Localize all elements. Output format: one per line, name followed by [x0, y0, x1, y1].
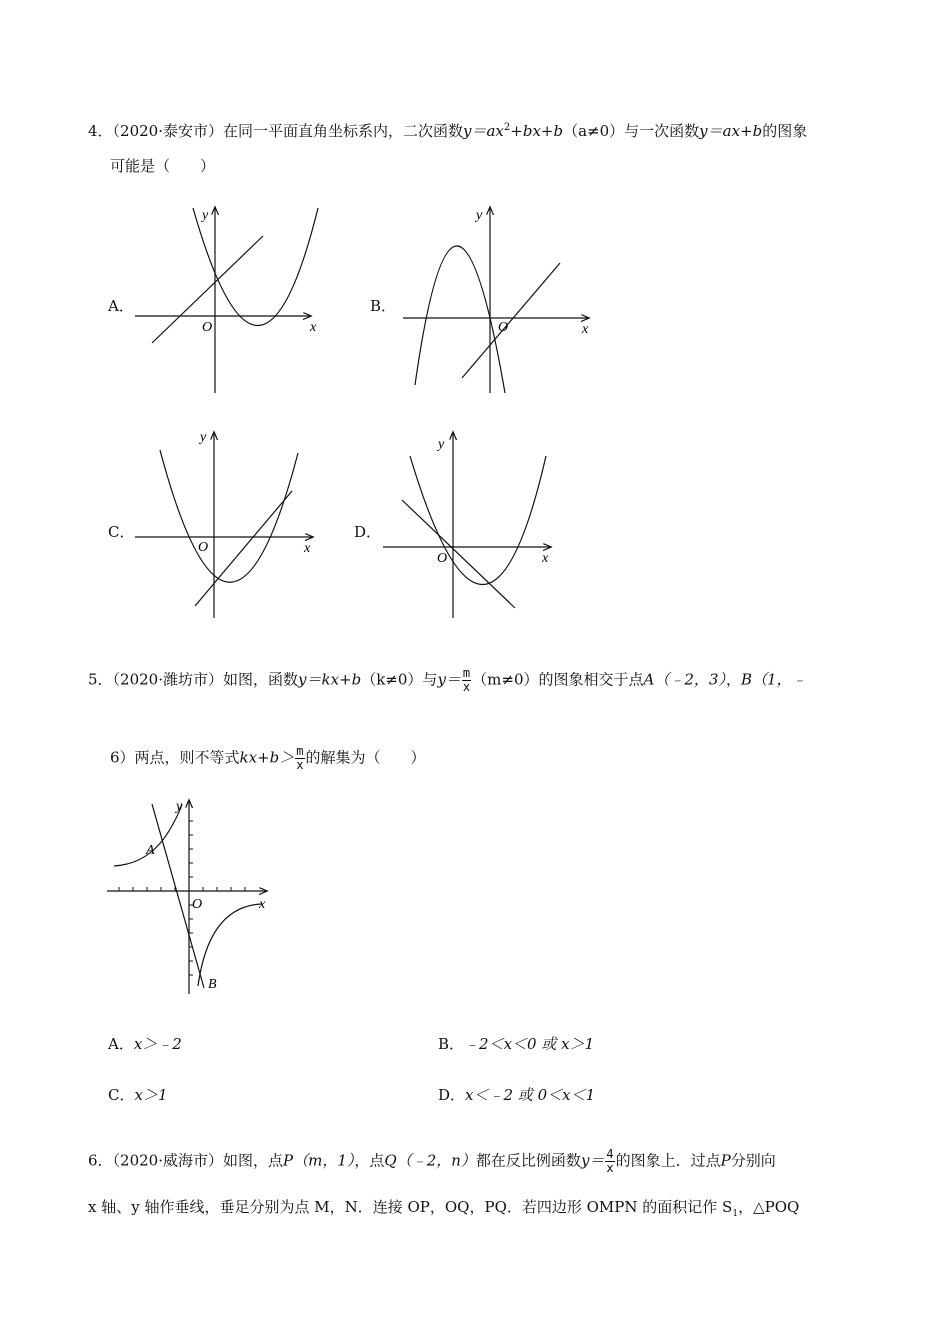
- q4-text2: 与一次函数: [624, 122, 700, 140]
- q4-text1: 在同一平面直角坐标系内，二次函数: [223, 122, 464, 140]
- q6-sub: 1: [732, 1209, 739, 1219]
- q4-text3: 的图象: [762, 122, 808, 140]
- q4-cond1: （a≠0）: [563, 122, 625, 140]
- q5-choice-a-label: A．: [108, 1035, 134, 1053]
- q5-fraction-2: [295, 745, 304, 772]
- q6-text3: 都在反比例函数: [475, 1151, 581, 1170]
- q4b-o: O: [498, 320, 509, 335]
- q4c-y: y: [200, 430, 207, 445]
- q6-fraction: [605, 1148, 614, 1175]
- q4c-x: x: [304, 541, 311, 556]
- q6-frac-num: 4: [606, 1147, 614, 1161]
- q6-line-2: [88, 1196, 799, 1225]
- q5-choice-d-text: x＜﹣2 或 0＜x＜1: [465, 1086, 596, 1104]
- q4a-o: O: [202, 320, 213, 335]
- q4-func1b: +bx+b: [510, 122, 564, 140]
- q4-func1: y＝ax: [463, 122, 504, 140]
- q4-graph-b: [400, 203, 600, 398]
- q6-source: （2020·威海市）: [112, 1151, 223, 1170]
- q4-line-2: [110, 155, 215, 177]
- q6-text5: 分别向: [730, 1151, 776, 1170]
- q5-pointB: B（1，﹣: [740, 670, 807, 689]
- q6-line-1: [88, 1148, 776, 1175]
- q5-cond1: （k≠0）: [361, 670, 423, 689]
- q6-pointP: P（m，1）: [283, 1151, 355, 1170]
- q4b-x: x: [582, 322, 589, 337]
- q5-text2: 与: [422, 670, 438, 689]
- q6-text1: 如图，点: [223, 1151, 284, 1170]
- q5-choice-b: [438, 1033, 594, 1054]
- q6-number: 6．: [88, 1151, 113, 1170]
- q5-cond2: （m≠0）: [472, 670, 539, 689]
- q5-choice-a-text: x＞﹣2: [133, 1035, 182, 1053]
- q4-option-a-label: A．: [108, 297, 134, 315]
- q5-func1: y＝kx+b: [298, 670, 362, 689]
- q5-sep: ，: [725, 670, 741, 689]
- q4-option-d-label: D．: [354, 523, 382, 541]
- q4-sup: 2: [503, 122, 511, 133]
- q4-option-b-label: B．: [370, 297, 397, 315]
- q5-fig-a: A: [146, 843, 155, 858]
- q5-choice-b-text: ﹣2＜x＜0 或 x＞1: [464, 1035, 595, 1053]
- q6-line2b: ，△POQ: [738, 1198, 800, 1216]
- q5-func2: y＝: [437, 670, 461, 689]
- q4b-y: y: [476, 208, 483, 223]
- q4-source: （2020·泰安市）: [112, 122, 223, 140]
- q4d-x: x: [542, 551, 549, 566]
- q5-frac-num: m: [462, 666, 471, 680]
- q5-ineq: kx+b＞: [239, 748, 295, 767]
- q5-frac-den: x: [462, 680, 471, 694]
- q6-text2: ，点: [354, 1151, 385, 1170]
- q5-line-2: [110, 745, 426, 772]
- q5-line-1: [88, 667, 807, 694]
- q5-fig-o: O: [192, 897, 203, 912]
- q5-choice-c-text: x＞1: [134, 1086, 168, 1104]
- q5-fig-y: y: [176, 799, 183, 814]
- q5-fig-x: x: [259, 897, 266, 912]
- q5-frac2-num: m: [296, 744, 304, 758]
- q5-choice-d-label: D．: [438, 1086, 466, 1104]
- q4-option-c-label: C．: [108, 523, 135, 541]
- q4-text4: 可能是（ ）: [110, 157, 216, 175]
- q5-text5: 的解集为（ ）: [305, 748, 426, 767]
- q5-fig-b: B: [208, 977, 217, 992]
- q5-choice-d: [438, 1084, 595, 1105]
- q5-choice-c: [108, 1084, 168, 1105]
- q5-graph: [104, 796, 279, 996]
- q6-pP: P: [720, 1151, 731, 1170]
- q4a-x: x: [310, 320, 317, 335]
- q5-pointA: A（﹣2，3）: [643, 670, 726, 689]
- q4c-o: O: [198, 540, 209, 555]
- q6-text4: 的图象上．过点: [615, 1151, 721, 1170]
- q5-text3: 的图象相交于点: [538, 670, 644, 689]
- q5-frac2-den: x: [296, 758, 304, 772]
- q6-frac-den: x: [606, 1161, 614, 1175]
- q4d-o: O: [437, 551, 448, 566]
- q4-func2: y＝ax+b: [699, 122, 763, 140]
- q4-graph-a: [130, 203, 350, 398]
- q5-choice-a: [108, 1033, 182, 1054]
- q5-text4: 6）两点，则不等式: [110, 748, 240, 767]
- q5-choice-c-label: C．: [108, 1086, 135, 1104]
- q5-text1: 如图，函数: [223, 670, 299, 689]
- q5-number: 5．: [88, 670, 113, 689]
- q4-line-1: [88, 117, 807, 142]
- q4-graph-d: [380, 428, 580, 623]
- q4d-y: y: [438, 437, 445, 452]
- q5-choice-b-label: B．: [438, 1035, 465, 1053]
- q4-graph-c: [130, 428, 330, 623]
- q4-number: 4．: [88, 122, 113, 140]
- q5-fraction: [462, 667, 471, 694]
- q6-pointQ: Q（﹣2，n）: [384, 1151, 476, 1170]
- q4a-y: y: [202, 208, 209, 223]
- q6-line2: x 轴、y 轴作垂线，垂足分别为点 M，N．连接 OP，OQ，PQ．若四边形 OMPN 的面积记作 S: [88, 1198, 733, 1216]
- q5-source: （2020·潍坊市）: [112, 670, 223, 689]
- q6-func: y＝: [580, 1151, 605, 1170]
